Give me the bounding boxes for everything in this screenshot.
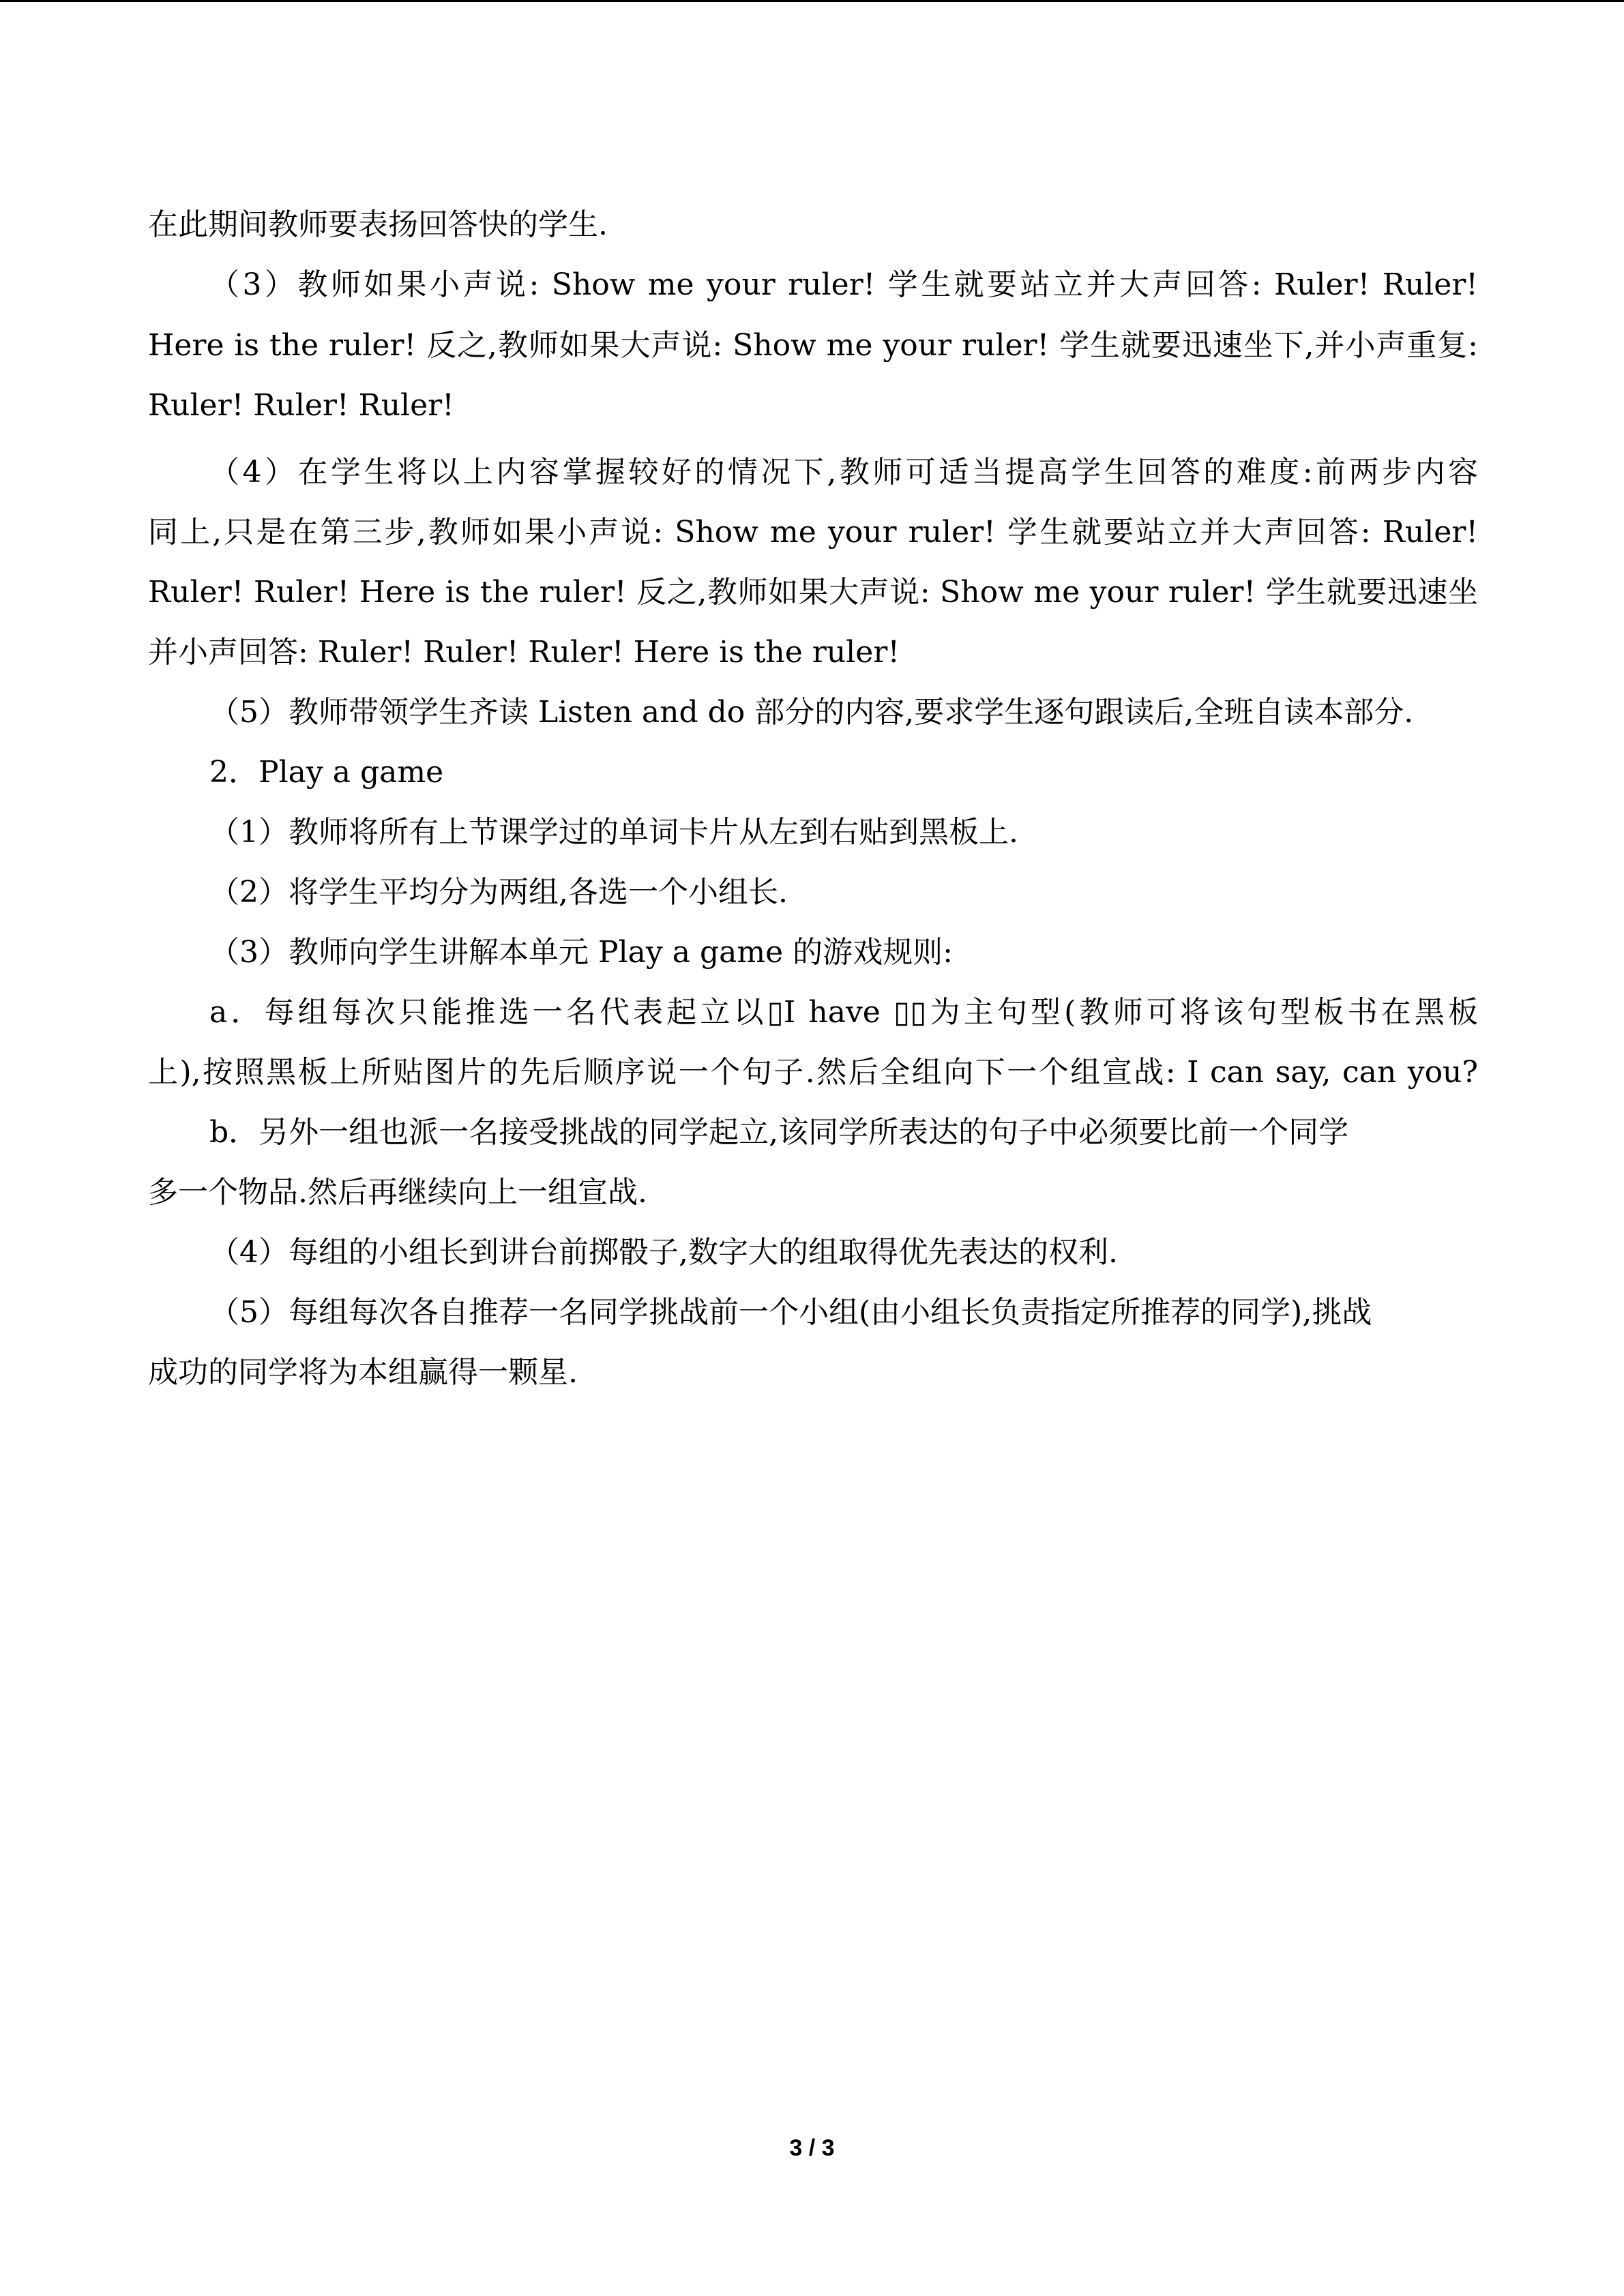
section-heading: 2．Play a game [209, 755, 444, 790]
text-line: （2）将学生平均分为两组,各选一个小组长. [209, 875, 788, 910]
text-line: （5）每组每次各自推荐一名同学挑战前一个小组(由小组长负责指定所推荐的同学),挑战 [209, 1295, 1372, 1330]
text-line: （3）教师向学生讲解本单元 Play a game 的游戏规则: [209, 935, 953, 970]
text-line: 在此期间教师要表扬回答快的学生. [148, 207, 608, 242]
text-line: 同上,只是在第三步,教师如果小声说: Show me your ruler! 学生就要站立并大声回答: Ruler! [148, 515, 1478, 550]
text-line: Ruler! Ruler! Ruler! [148, 388, 454, 423]
text-line: 多一个物品.然后再继续向上一组宣战. [148, 1175, 647, 1210]
text-line: 上),按照黑板上所贴图片的先后顺序说一个句子.然后全组向下一个组宣战: I can say, can you? [148, 1055, 1478, 1090]
text-line: a．每组每次只能推选一名代表起立以▯I have ▯▯为主句型(教师可将该句型板书在黑板 [209, 995, 1478, 1030]
text-line: b．另外一组也派一名接受挑战的同学起立,该同学所表达的句子中必须要比前一个同学 [209, 1115, 1349, 1150]
text-line: 成功的同学将为本组赢得一颗星. [148, 1355, 578, 1390]
page-top-border [0, 0, 1624, 2]
text-line: 并小声回答: Ruler! Ruler! Ruler! Here is the ruler! [148, 635, 900, 670]
text-line: Ruler! Ruler! Here is the ruler! 反之,教师如果大声说: Show me your ruler! 学生就要迅速坐 [148, 575, 1478, 610]
page-number: 3 / 3 [789, 2135, 835, 2161]
text-line: Here is the ruler! 反之,教师如果大声说: Show me your ruler! 学生就要迅速坐下,并小声重复: [148, 328, 1478, 363]
text-line: （3）教师如果小声说: Show me your ruler! 学生就要站立并大声回答: Ruler! Ruler! [209, 267, 1478, 302]
text-line: （1）教师将所有上节课学过的单词卡片从左到右贴到黑板上. [209, 815, 1018, 850]
text-line: （5）教师带领学生齐读 Listen and do 部分的内容,要求学生逐句跟读后,全班自读本部分. [209, 695, 1414, 730]
text-line: （4）每组的小组长到讲台前掷骰子,数字大的组取得优先表达的权利. [209, 1235, 1118, 1270]
text-line: （4）在学生将以上内容掌握较好的情况下,教师可适当提高学生回答的难度:前两步内容 [209, 455, 1478, 490]
